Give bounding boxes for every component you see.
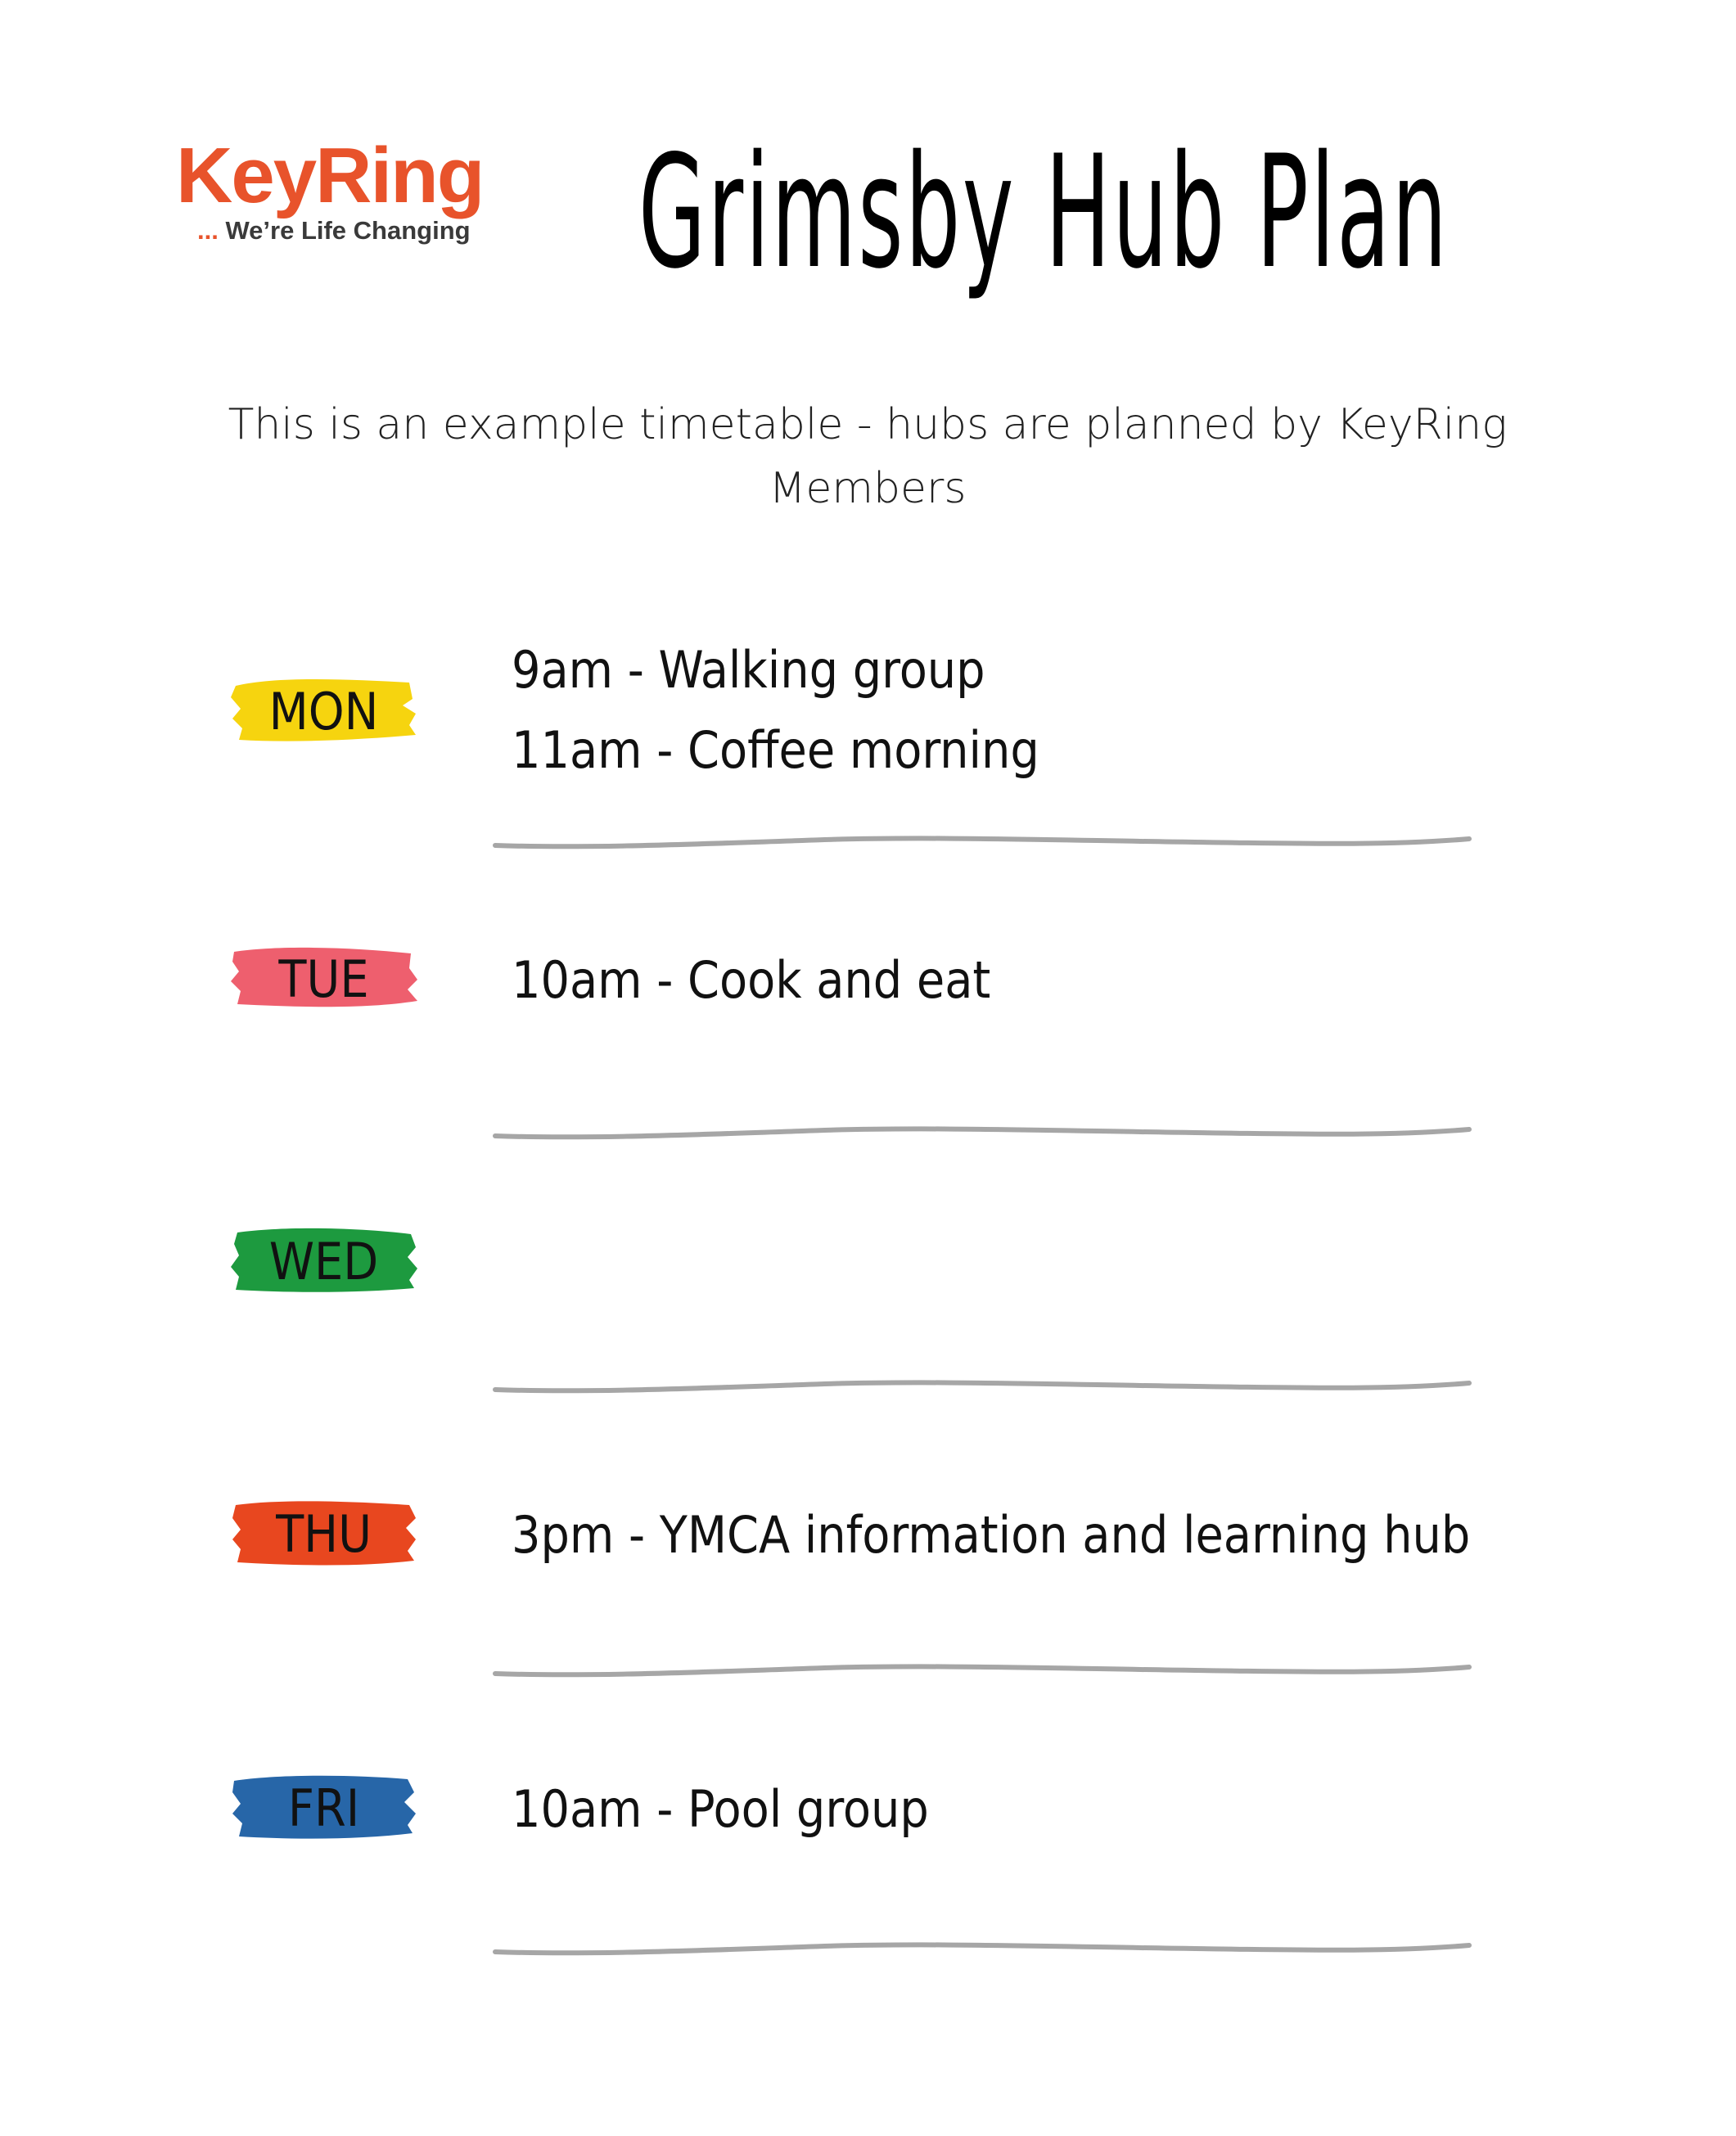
day-badge-thu (228, 1494, 420, 1575)
day-label-fri: FRI (287, 1778, 360, 1838)
logo-tagline-text: We’re Life Changing (225, 216, 471, 245)
divider-line (491, 1937, 1473, 1962)
event-item: 11am - Coffee morning (512, 720, 1039, 780)
events-fri (512, 1769, 929, 1850)
day-badge-fri (228, 1768, 420, 1850)
day-badge-wed (228, 1221, 420, 1303)
day-badge-tue (228, 939, 420, 1021)
divider-line (491, 1659, 1473, 1683)
event-item: 9am - Walking group (512, 640, 985, 700)
logo-tagline (197, 214, 471, 247)
divider-line (491, 1121, 1473, 1146)
keyring-logo (176, 131, 484, 254)
logo-wordmark: KeyRing (176, 132, 484, 219)
page-subtitle: This is an example timetable - hubs are planned by KeyRing Members (228, 400, 1508, 513)
events-tue (512, 940, 990, 1021)
day-badge-mon (228, 671, 420, 753)
logo-tagline-dots: ... (197, 216, 219, 245)
divider-line (491, 1375, 1473, 1399)
day-label-thu: THU (276, 1504, 372, 1564)
day-label-tue: TUE (278, 949, 369, 1009)
event-item: 3pm - YMCA information and learning hub (512, 1505, 1471, 1565)
event-item: 10am - Pool group (512, 1779, 929, 1839)
divider-line (491, 831, 1473, 855)
day-label-mon: MON (268, 682, 379, 741)
events-mon (512, 630, 1039, 791)
day-label-wed: WED (268, 1232, 379, 1291)
events-thu (512, 1495, 1470, 1575)
event-item: 10am - Cook and eat (512, 950, 991, 1010)
page-title: Grimsby Hub Plan (638, 122, 1450, 303)
